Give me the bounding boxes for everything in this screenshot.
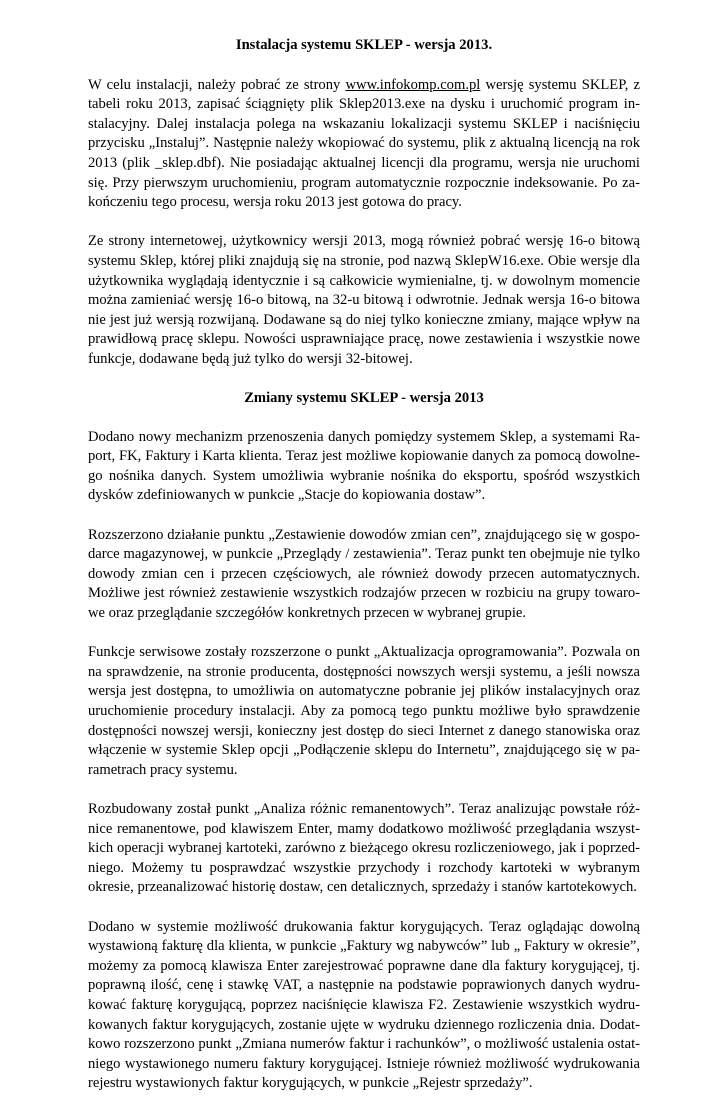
change-paragraph-inventory-analysis: Rozbudowany został punkt „Analiza różnic remanentowych”. Teraz analizując powstałe różnice remanentowe, pod klawiszem Enter, mamy dodatkowo możliwość przeglądania wszystkich operacji wybranej kartoteki, zarówno z bieżącego okresu rozliczeniowego, jak i poprzedniego. Możemy tu posprawdzać wszystkie przychody i rozchody kartoteki w wybranym okresie, przeanalizować historię dostaw, cen detalicznych, sprzedaży i stanów kartotekowych.: [88, 800, 640, 896]
infokomp-link[interactable]: www.infokomp.com.pl: [345, 76, 481, 93]
intro-text-after-link: wersję systemu SKLEP, z tabeli roku 2013, zapisać ściągnięty plik Sklep2013.exe na dysku i uruchomić program instalacyjny. Dalej instalacja polega na wskazaniu lokalizacji systemu SKLEP i naciśnięciu przycisku „Instaluj”. Następnie należy wkopiować do systemu, plik z aktualną licencją na rok 2013 (plik _sklep.dbf). Nie posiadając aktualnej licencji dla programu, wersja nie uruchomi się. Przy pierwszym uruchomieniu, program automatycznie rozpocznie indeksowanie. Po zakończeniu tego procesu, wersja roku 2013 jest gotowa do pracy.: [88, 76, 640, 211]
intro-paragraph: [88, 76, 640, 213]
section-title-changes: Zmiany systemu SKLEP - wersja 2013: [244, 390, 484, 407]
page-title: Instalacja systemu SKLEP - wersja 2013.: [235, 37, 493, 53]
change-paragraph-software-update: Funkcje serwisowe zostały rozszerzone o punkt „Aktualizacja oprogramowania”. Pozwala on na sprawdzenie, na stronie producenta, dostępności nowszych wersji systemu, a jeśli nowsza wersja jest dostępna, to umożliwia on automatyczne pobranie jej plików instalacyjnych oraz uruchomienie procedury instalacji. Aby za pomocą tego punktu możliwe było sprawdzenie dostępności nowszej wersji, konieczny jest dostęp do sieci Internet z danego stanowiska oraz włączenie w systemie Sklep opcji „Podłączenie sklepu do Internetu”, znajdującego się w parametrach pracy systemu.: [88, 644, 640, 778]
paragraph-16bit-version: Ze strony internetowej, użytkownicy wersji 2013, mogą również pobrać wersję 16-o bitową systemu Sklep, której pliki znajdują się na stronie, pod nazwą SklepW16.exe. Obie wersje dla użytkownika wyglądają identycznie i są całkowicie wymienialne, tj. w dowolnym momencie można zamieniać wersję 16-o bitową, na 32-u bitową i odwrotnie. Jednak wersja 16-o bitowa nie jest już wersją rozwijaną. Dodawane są do niej tylko konieczne zmiany, mające wpływ na prawidłową pracę sklepu. Nowości usprawniające pracę, nowe zestawienia i wszystkie nowe funkcje, dodawane będą już tylko do wersji 32-bitowej.: [88, 233, 640, 367]
change-paragraph-correction-invoices: Dodano w systemie możliwość drukowania faktur korygujących. Teraz oglądając dowolną wystawioną fakturę dla klienta, w punkcie „Faktury wg nabywców” lub „ Faktury w okresie”, możemy za pomocą klawisza Enter zarejestrować poprawne dane dla faktury korygującej, tj. poprawną ilość, cenę i stawkę VAT, a następnie na podstawie poprawionych danych wydrukować fakturę korygującą, poprzez naciśnięcie klawisza F2. Zestawienie wszystkich wydrukowanych faktur korygujących, zostanie ujęte w wydruku dziennego rozliczenia dnia. Dodatkowo rozszerzono punkt „Zmiana numerów faktur i rachunków”, o możliwość ustalenia ostatniego wystawionego numeru faktury korygującej. Istnieje również możliwość wydrukowania rejestru wystawionych faktur korygujących, w punkcie „Rejestr sprzedaży”.: [88, 918, 640, 1092]
document-page: [88, 36, 640, 1113]
change-paragraph-data-transfer: Dodano nowy mechanizm przenoszenia danych pomiędzy systemem Sklep, a systemami Raport, FK, Faktury i Karta klienta. Teraz jest możliwe kopiowanie danych za pomocą dowolnego nośnika danych. System umożliwia wybranie nośnika do eksportu, spośród wszystkich dysków zdefiniowanych w punkcie „Stacje do kopiowania dostaw”.: [88, 428, 640, 504]
change-paragraph-price-changes: Rozszerzono działanie punktu „Zestawienie dowodów zmian cen”, znajdującego się w gospodarce magazynowej, w punkcie „Przeglądy / zestawienia”. Teraz punkt ten obejmuje nie tylko dowody zmian cen i przecen częściowych, ale również dowody przecen automatycznych. Możliwe jest również zestawienie wszystkich rodzajów przecen w rozbiciu na grupy towarowe oraz przeglądanie szczegółów konkretnych przecen w wybranej grupie.: [88, 526, 640, 622]
intro-text-before-link: W celu instalacji, należy pobrać ze strony: [88, 76, 346, 93]
